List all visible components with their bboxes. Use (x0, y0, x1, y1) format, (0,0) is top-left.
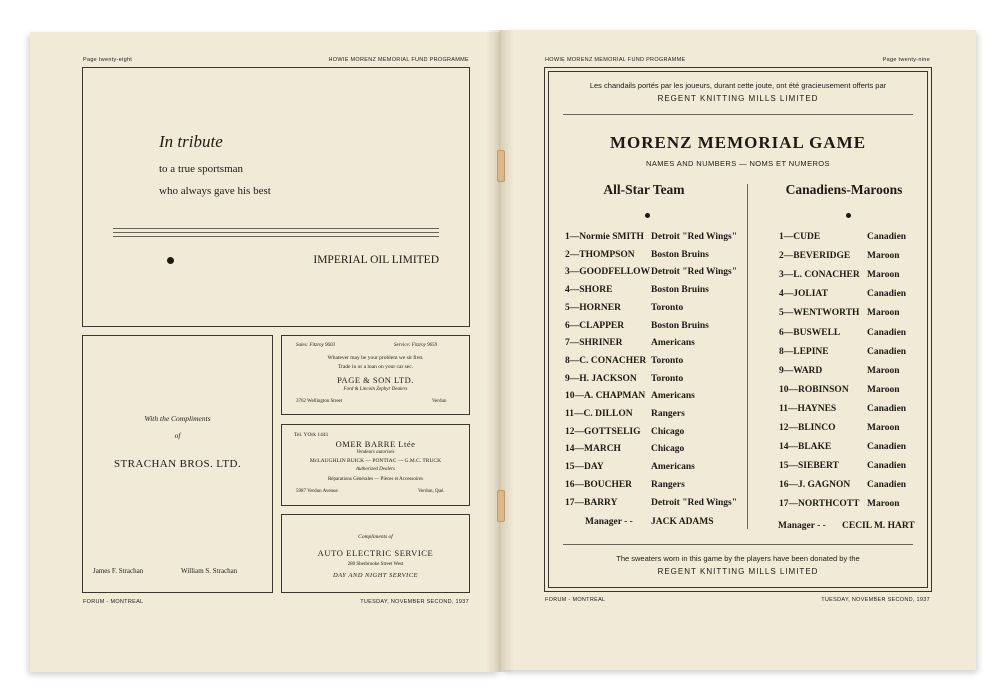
dealer-text: Ford & Lincoln Zephyr Dealers (343, 387, 408, 392)
player-team: Canadien (867, 461, 907, 472)
company-name: AUTO ELECTRIC SERVICE (317, 548, 434, 558)
ad-text: Vendeurs autorisés (356, 450, 395, 455)
manager-name: JACK ADAMS (651, 517, 714, 527)
company-name: OMER BARRE Ltée (335, 439, 416, 449)
player-team: Americans (651, 462, 695, 473)
player-team: Americans (651, 391, 695, 402)
sponsor-name: IMPERIAL OIL LIMITED (313, 254, 439, 266)
player-name: 17—NORTHCOTT (779, 499, 860, 510)
player-team: Canadien (867, 403, 907, 414)
sales-phone: Sales: Fitzroy 9603 (296, 343, 335, 348)
player-team: Chicago (651, 444, 685, 455)
compliments-text: of (174, 431, 181, 440)
player-name: 4—SHORE (565, 285, 613, 296)
staple (497, 150, 505, 182)
outro-sponsor: REGENT KNITTING MILLS LIMITED (657, 567, 819, 576)
address: 5987 Verdun Avenue (296, 489, 338, 494)
programme-title-right: HOWIE MORENZ MEMORIAL FUND PROGRAMME (545, 57, 686, 63)
city: Verdun, Qué. (418, 489, 445, 494)
manager-label: Manager - - (585, 517, 633, 527)
player-team: Maroon (867, 251, 900, 262)
player-name: 3—L. CONACHER (779, 270, 860, 281)
intro-french: Les chandails portés par les joueurs, durant cette joute, ont été gracieusement offerts par (589, 81, 887, 90)
game-title: MORENZ MEMORIAL GAME (609, 133, 867, 152)
column-divider (747, 184, 748, 529)
address: 280 Sherbrooke Street West (347, 562, 404, 567)
player-name: 11—HAYNES (779, 403, 837, 414)
ad-text: Whatever may be your problem we sit first. (327, 355, 424, 361)
person-name: William S. Strachan (181, 567, 238, 575)
player-team: Canadien (867, 289, 907, 300)
player-name: 7—SHRINER (565, 338, 623, 349)
intro-sponsor: REGENT KNITTING MILLS LIMITED (657, 94, 819, 103)
player-name: 8—LEPINE (779, 346, 829, 357)
ad-text: Trade in or a loan on your car sec. (337, 364, 414, 370)
canadiens-maroons-heading: Canadiens-Maroons (785, 182, 903, 197)
divider (563, 114, 913, 115)
player-team: Toronto (651, 373, 684, 384)
player-team: Canadien (867, 480, 907, 491)
service-text: DAY AND NIGHT SERVICE (332, 572, 419, 579)
footer-date-right: TUESDAY, NOVEMBER SECOND, 1937 (821, 597, 930, 603)
player-team: Canadien (867, 346, 907, 357)
player-name: 11—C. DILLON (565, 409, 633, 419)
brands-text: McLAUGHLIN BUICK — PONTIAC — G.M.C. TRUCK (309, 458, 442, 464)
player-name: 10—ROBINSON (779, 384, 849, 395)
footer-date-left: TUESDAY, NOVEMBER SECOND, 1937 (360, 599, 469, 605)
service-phone: Service: Fitzroy 9659 (394, 343, 438, 348)
bullet-icon (645, 213, 650, 218)
player-team: Toronto (651, 302, 684, 313)
footer-venue-left: FORUM - MONTREAL (83, 599, 144, 605)
player-name: 9—H. JACKSON (565, 373, 637, 384)
player-name: 3—GOODFELLOW (565, 267, 650, 278)
footer-venue-right: FORUM - MONTREAL (545, 597, 606, 603)
player-name: 12—BLINCO (779, 423, 836, 433)
player-name: 15—DAY (565, 462, 604, 473)
player-name: 8—C. CONACHER (565, 355, 647, 366)
player-name: 14—BLAKE (779, 442, 832, 453)
player-team: Maroon (867, 270, 900, 281)
player-team: Canadien (867, 327, 907, 338)
company-name: STRACHAN BROS. LTD. (114, 458, 241, 470)
game-subtitle: NAMES AND NUMBERS — NOMS ET NUMEROS (646, 159, 830, 168)
page-number-left: Page twenty-eight (83, 57, 133, 63)
imperial-oil-ad (82, 67, 470, 327)
person-name: James F. Strachan (93, 567, 144, 575)
player-name: 6—CLAPPER (565, 320, 625, 331)
player-name: 16—J. GAGNON (779, 480, 851, 491)
programme-title-left: HOWIE MORENZ MEMORIAL FUND PROGRAMME (328, 57, 469, 63)
player-team: Maroon (867, 308, 900, 319)
player-team: Detroit "Red Wings" (651, 267, 738, 278)
tribute-line: who always gave his best (159, 185, 271, 197)
tribute-heading: In tribute (159, 132, 223, 151)
player-team: Detroit "Red Wings" (651, 497, 738, 508)
address: 3762 Wellington Street (296, 399, 343, 404)
manager-name: CECIL M. HART (842, 521, 915, 531)
divider (113, 236, 439, 237)
ad-text: Authorized Dealers (355, 467, 396, 472)
player-team: Canadien (867, 442, 907, 453)
player-team: Boston Bruins (651, 285, 709, 296)
player-name: 14—MARCH (565, 444, 621, 455)
player-team: Americans (651, 338, 695, 349)
player-team: Boston Bruins (651, 320, 709, 331)
player-team: Maroon (867, 499, 900, 510)
tribute-line: to a true sportsman (159, 163, 244, 175)
player-name: 1—Normie SMITH (565, 232, 644, 242)
divider (113, 232, 439, 233)
page-number-right: Page twenty-nine (882, 57, 930, 63)
outro-english: The sweaters worn in this game by the players have been donated by the (616, 554, 860, 563)
player-name: 9—WARD (779, 365, 823, 376)
telephone: Tel. YOrk 1441 (294, 432, 329, 438)
staple (497, 490, 505, 522)
divider (113, 228, 439, 229)
program-frame-inner (548, 71, 928, 588)
player-name: 2—THOMPSON (565, 249, 635, 260)
player-team: Canadien (867, 232, 907, 242)
compliments-text: Compliments of (358, 534, 393, 540)
player-name: 1—CUDE (779, 232, 821, 242)
player-name: 10—A. CHAPMAN (565, 391, 646, 402)
player-name: 6—BUSWELL (779, 327, 841, 338)
player-team: Boston Bruins (651, 249, 709, 260)
compliments-text: With the Compliments (144, 414, 211, 423)
omer-barre-ad (281, 424, 470, 506)
player-name: 4—JOLIAT (779, 289, 828, 300)
all-star-heading: All-Star Team (603, 182, 685, 197)
page-son-ad (281, 335, 470, 415)
divider (563, 544, 913, 545)
city: Verdun (432, 399, 447, 404)
player-team: Maroon (867, 365, 900, 376)
player-team: Toronto (651, 355, 684, 366)
ad-text: Réparations Générales — Pièces et Accessoires (327, 477, 424, 482)
binding-spine (486, 30, 514, 672)
player-name: 2—BEVERIDGE (779, 251, 851, 262)
player-team: Chicago (651, 426, 685, 437)
player-name: 5—WENTWORTH (779, 308, 860, 319)
strachan-ad (82, 335, 273, 593)
player-name: 15—SIEBERT (779, 461, 839, 472)
player-team: Rangers (651, 479, 685, 490)
company-name: PAGE & SON LTD. (337, 375, 414, 385)
bullet-icon (846, 213, 851, 218)
player-team: Maroon (867, 423, 900, 433)
player-name: 16—BOUCHER (565, 479, 633, 490)
player-team: Detroit "Red Wings" (651, 232, 738, 242)
bullet-icon (167, 257, 174, 264)
manager-label: Manager - - (778, 521, 826, 531)
player-team: Maroon (867, 384, 900, 395)
player-name: 12—GOTTSELIG (565, 426, 641, 437)
auto-electric-ad (281, 514, 470, 593)
player-name: 17—BARRY (565, 497, 618, 508)
player-team: Rangers (651, 409, 685, 419)
player-name: 5—HORNER (565, 302, 621, 313)
